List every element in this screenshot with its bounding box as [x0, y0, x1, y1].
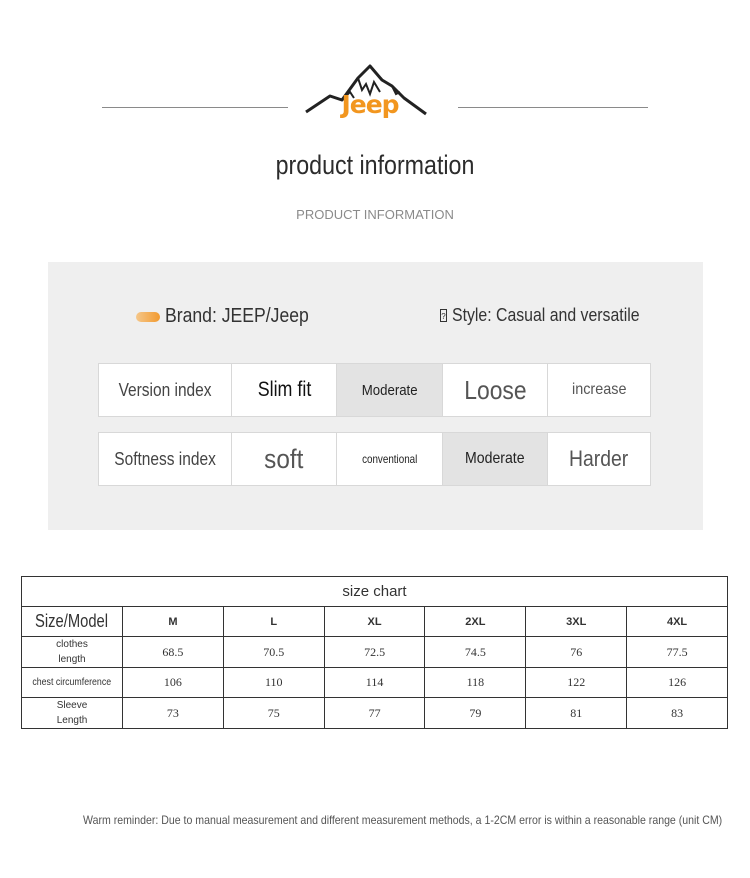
style-bullet-icon: ?: [440, 309, 447, 322]
version-option-moderate: [336, 364, 442, 416]
style-text: Style: Casual and versatile: [452, 305, 640, 325]
row-label-chest-circumference: [22, 668, 123, 698]
size-chart-table: [21, 576, 728, 729]
table-cell: 118: [425, 668, 526, 698]
size-header-m: M: [123, 607, 224, 637]
row-label-clothes-length: clothes length: [22, 637, 123, 668]
size-header-l: L: [223, 607, 324, 637]
table-cell: 77: [324, 698, 425, 729]
softness-index-label: [99, 433, 231, 485]
table-cell: 126: [627, 668, 728, 698]
table-cell: 122: [526, 668, 627, 698]
size-model-header: [22, 607, 123, 637]
brand-text: Brand: JEEP/Jeep: [165, 305, 309, 327]
size-header-2xl: 2XL: [425, 607, 526, 637]
table-cell: 81: [526, 698, 627, 729]
table-cell: 72.5: [324, 637, 425, 668]
header-rule-right: [458, 107, 648, 108]
softness-option-harder-text: Harder: [569, 446, 629, 471]
size-chart-caption-row: [22, 577, 728, 607]
size-header-3xl: 3XL: [526, 607, 627, 637]
page-subtitle: PRODUCT INFORMATION: [296, 207, 454, 222]
version-index-label-text: Version index: [118, 379, 212, 400]
table-cell: 79: [425, 698, 526, 729]
row-label-sleeve-length: Sleeve Length: [22, 698, 123, 729]
softness-option-conventional: [336, 433, 442, 485]
softness-option-harder: [547, 433, 650, 485]
table-cell: 77.5: [627, 637, 728, 668]
table-cell: 114: [324, 668, 425, 698]
brand-bullet-icon: [136, 312, 160, 322]
table-cell: 75: [223, 698, 324, 729]
softness-option-conventional-text: conventional: [361, 452, 418, 466]
size-header-4xl: 4XL: [627, 607, 728, 637]
softness-index-row: [98, 432, 651, 486]
softness-option-soft-text: soft: [264, 443, 304, 474]
table-cell: 74.5: [425, 637, 526, 668]
size-chart-header-row: [22, 607, 728, 637]
size-model-header-text: Size/Model: [35, 611, 109, 631]
version-option-slim-fit: [231, 364, 336, 416]
logo-text: Jeep: [341, 90, 399, 119]
softness-index-label-text: Softness index: [114, 448, 216, 469]
softness-option-moderate-text: Moderate: [465, 450, 525, 467]
table-row: [22, 637, 728, 668]
version-option-moderate-text: Moderate: [361, 381, 418, 399]
version-option-increase-text: increase: [571, 381, 627, 398]
page-title: product information: [275, 150, 475, 180]
version-index-label: [99, 364, 231, 416]
table-cell: 110: [223, 668, 324, 698]
table-cell: 106: [123, 668, 224, 698]
softness-option-soft: [231, 433, 336, 485]
size-chart-caption: size chart: [22, 577, 728, 607]
warm-reminder: Warm reminder: Due to manual measurement and different measurement methods, a 1-2CM error is within a reasonable range (unit CM): [83, 813, 723, 827]
version-index-row: [98, 363, 651, 417]
table-cell: 83: [627, 698, 728, 729]
table-cell: 68.5: [123, 637, 224, 668]
version-option-loose: [442, 364, 547, 416]
version-option-increase: [547, 364, 650, 416]
table-cell: 76: [526, 637, 627, 668]
table-cell: 73: [123, 698, 224, 729]
softness-option-moderate: [442, 433, 547, 485]
version-option-slim-fit-text: Slim fit: [257, 378, 311, 401]
table-cell: 70.5: [223, 637, 324, 668]
header-rule-left: [102, 107, 288, 108]
row-label-chest-circumference-text: chest circumference: [32, 677, 112, 688]
size-header-xl: XL: [324, 607, 425, 637]
table-row: [22, 698, 728, 729]
table-row: [22, 668, 728, 698]
version-option-loose-text: Loose: [463, 374, 527, 405]
jeep-logo: [300, 62, 432, 128]
